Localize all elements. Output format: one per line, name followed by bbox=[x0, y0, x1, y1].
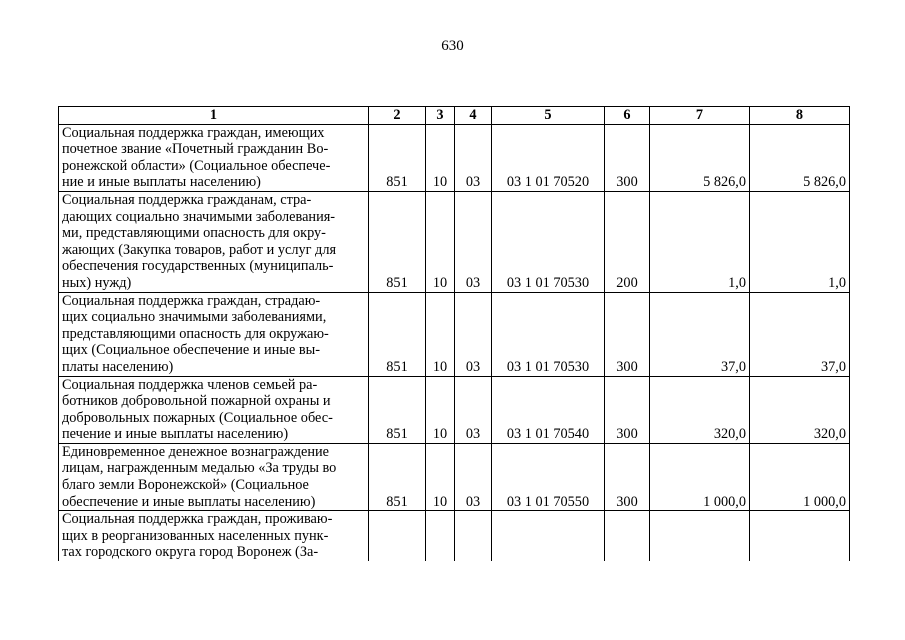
section-code: 10 bbox=[426, 124, 455, 191]
description-line: платы населению) bbox=[62, 358, 174, 375]
expense-type-code bbox=[605, 511, 650, 561]
ministry-code: 851 bbox=[369, 376, 426, 443]
amount-col-7: 37,0 bbox=[650, 292, 750, 376]
expense-type-code: 200 bbox=[605, 191, 650, 292]
expense-type-code: 300 bbox=[605, 124, 650, 191]
column-header-5: 5 bbox=[492, 107, 605, 125]
target-item-code: 03 1 01 70530 bbox=[492, 292, 605, 376]
column-header-8: 8 bbox=[750, 107, 850, 125]
description-line: обеспечения государственных (муниципаль- bbox=[62, 258, 334, 275]
description-line: печение и иные выплаты населению) bbox=[62, 426, 289, 443]
target-item-code: 03 1 01 70520 bbox=[492, 124, 605, 191]
table-row bbox=[59, 292, 850, 376]
description-line: ми, представляющими опасность для окру- bbox=[62, 225, 326, 242]
row-description bbox=[59, 376, 369, 443]
description-line: лицам, награжденным медалью «За труды во bbox=[62, 460, 337, 477]
expense-type-code: 300 bbox=[605, 443, 650, 510]
subsection-code: 03 bbox=[455, 292, 492, 376]
description-line: Социальная поддержка граждан, проживаю- bbox=[62, 511, 333, 528]
description-line: щих (Социальное обеспечение и иные вы- bbox=[62, 342, 321, 359]
section-code: 10 bbox=[426, 191, 455, 292]
description-line: щих социально значимыми заболеваниями, bbox=[62, 309, 327, 326]
description-line: щих в реорганизованных населенных пунк- bbox=[62, 527, 329, 544]
description-line: обеспечение и иные выплаты населению) bbox=[62, 493, 316, 510]
amount-col-7 bbox=[650, 511, 750, 561]
amount-col-8: 1 000,0 bbox=[750, 443, 850, 510]
description-line: ботников добровольной пожарной охраны и bbox=[62, 393, 331, 410]
expense-type-code: 300 bbox=[605, 292, 650, 376]
amount-col-8: 37,0 bbox=[750, 292, 850, 376]
page-number: 630 bbox=[441, 38, 464, 54]
description-line: Социальная поддержка граждан, страдаю- bbox=[62, 292, 321, 309]
section-code: 10 bbox=[426, 376, 455, 443]
amount-col-7: 5 826,0 bbox=[650, 124, 750, 191]
expense-type-code: 300 bbox=[605, 376, 650, 443]
ministry-code: 851 bbox=[369, 124, 426, 191]
table-row bbox=[59, 191, 850, 292]
description-line: представляющими опасность для окружаю- bbox=[62, 325, 329, 342]
column-header-3: 3 bbox=[426, 107, 455, 125]
description-line: ронежской области» (Социальное обеспече- bbox=[62, 157, 331, 174]
description-line: Социальная поддержка граждан, имеющих bbox=[62, 124, 325, 141]
section-code bbox=[426, 511, 455, 561]
target-item-code bbox=[492, 511, 605, 561]
row-description bbox=[59, 124, 369, 191]
column-header-2: 2 bbox=[369, 107, 426, 125]
description-line: жающих (Закупка товаров, работ и услуг для bbox=[62, 241, 337, 258]
amount-col-8: 1,0 bbox=[750, 191, 850, 292]
section-code: 10 bbox=[426, 443, 455, 510]
budget-table bbox=[58, 106, 850, 561]
row-description bbox=[59, 292, 369, 376]
header-row bbox=[59, 107, 850, 125]
subsection-code: 03 bbox=[455, 191, 492, 292]
subsection-code: 03 bbox=[455, 443, 492, 510]
table-row bbox=[59, 376, 850, 443]
column-header-1: 1 bbox=[59, 107, 369, 125]
column-header-6: 6 bbox=[605, 107, 650, 125]
amount-col-8 bbox=[750, 511, 850, 561]
amount-col-8: 5 826,0 bbox=[750, 124, 850, 191]
ministry-code bbox=[369, 511, 426, 561]
table-row bbox=[59, 124, 850, 191]
amount-col-7: 1 000,0 bbox=[650, 443, 750, 510]
row-description bbox=[59, 511, 369, 561]
target-item-code: 03 1 01 70550 bbox=[492, 443, 605, 510]
amount-col-7: 320,0 bbox=[650, 376, 750, 443]
row-description bbox=[59, 443, 369, 510]
ministry-code: 851 bbox=[369, 443, 426, 510]
target-item-code: 03 1 01 70530 bbox=[492, 191, 605, 292]
description-line: Единовременное денежное вознаграждение bbox=[62, 443, 329, 460]
section-code: 10 bbox=[426, 292, 455, 376]
description-line: Социальная поддержка членов семьей ра- bbox=[62, 376, 318, 393]
table-row bbox=[59, 443, 850, 510]
description-line: благо земли Воронежской» (Социальное bbox=[62, 477, 309, 494]
target-item-code: 03 1 01 70540 bbox=[492, 376, 605, 443]
description-line: ние и иные выплаты населению) bbox=[62, 174, 261, 191]
amount-col-8: 320,0 bbox=[750, 376, 850, 443]
amount-col-7: 1,0 bbox=[650, 191, 750, 292]
column-header-7: 7 bbox=[650, 107, 750, 125]
subsection-code: 03 bbox=[455, 376, 492, 443]
column-header-4: 4 bbox=[455, 107, 492, 125]
description-line: добровольных пожарных (Социальное обес- bbox=[62, 409, 333, 426]
description-line: дающих социально значимыми заболевания- bbox=[62, 208, 336, 225]
description-line: ных) нужд) bbox=[62, 274, 132, 291]
ministry-code: 851 bbox=[369, 292, 426, 376]
description-line: почетное звание «Почетный гражданин Во- bbox=[62, 141, 329, 158]
description-line: тах городского округа город Воронеж (За- bbox=[62, 544, 319, 561]
ministry-code: 851 bbox=[369, 191, 426, 292]
description-line: Социальная поддержка гражданам, стра- bbox=[62, 191, 312, 208]
subsection-code bbox=[455, 511, 492, 561]
subsection-code: 03 bbox=[455, 124, 492, 191]
row-description bbox=[59, 191, 369, 292]
table-row bbox=[59, 511, 850, 561]
